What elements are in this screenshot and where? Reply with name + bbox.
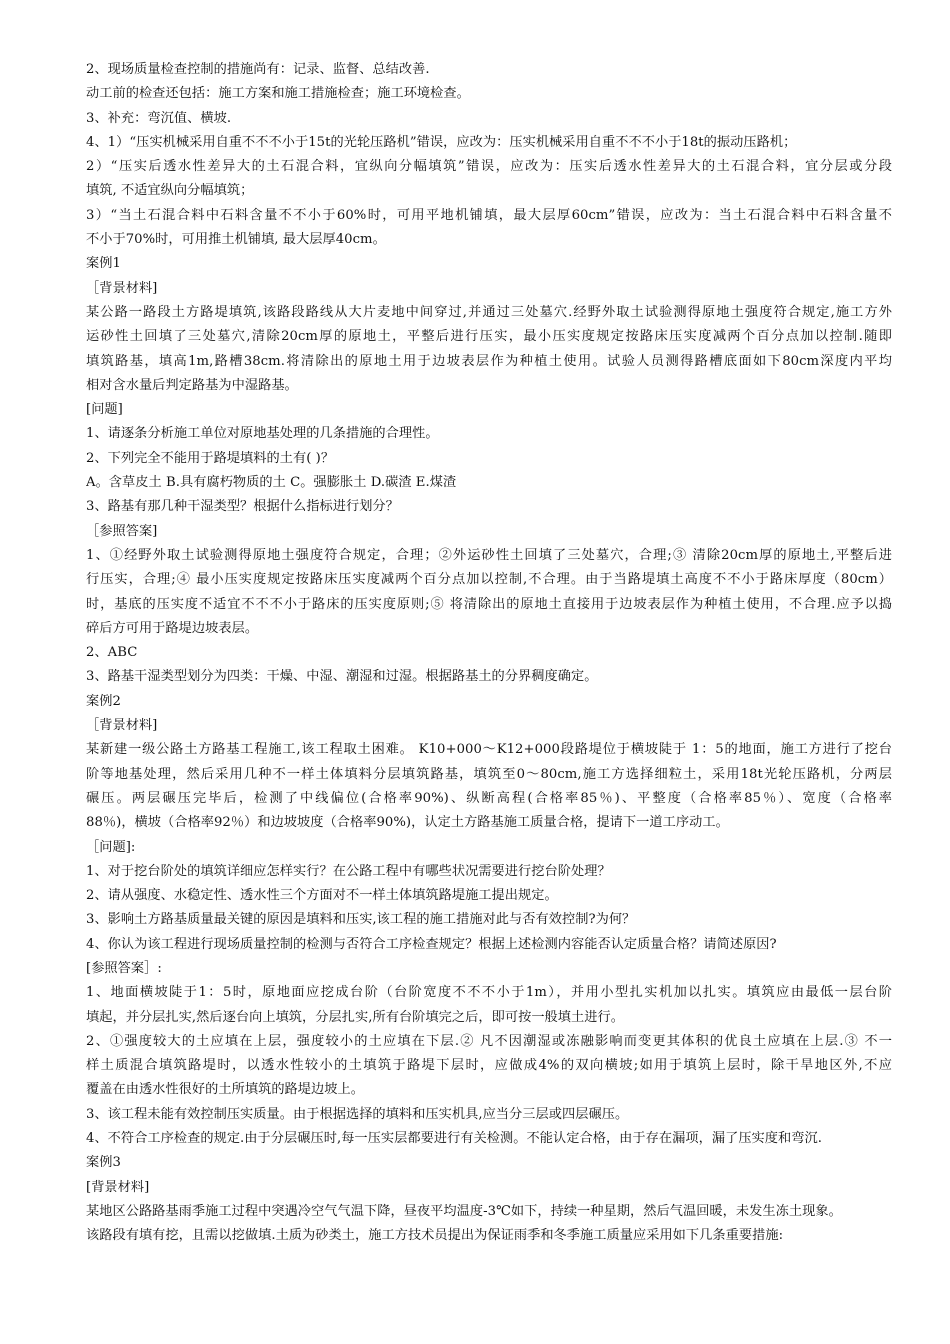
answer-line: 4、不符合工序检查的规定.由于分层碾压时,每一压实层都要进行有关检测。不能认定合格，由于存在漏项，漏了压实度和弯沉. xyxy=(86,1131,822,1147)
question-line: 3、路基有那几种干湿类型？根据什么指标进行划分？ xyxy=(86,499,399,515)
text-line: 运砂性土回填了三处墓穴,清除20cm厚的原地土，平整后进行压实，最小压实度规定按路床压实度减两个百分点加以控制.随即 xyxy=(86,329,892,345)
answer-line: 1、①经野外取土试验测得原地土强度符合规定，合理；②外运砂性土回填了三处墓穴，合理;③ 清除20cm厚的原地土,平整后进 xyxy=(86,547,892,563)
text-line: 某公路一路段土方路堤填筑,该路段路线从大片麦地中间穿过,并通过三处墓穴.经野外取土试验测得原地土强度符合规定,施工方外 xyxy=(86,304,892,320)
answer-line: 3、路基干湿类型划分为四类：干燥、中湿、潮湿和过湿。根据路基土的分界稠度确定。 xyxy=(86,669,598,685)
answer-line: 行压实，合理;④ 最小压实度规定按路床压实度减两个百分点加以控制,不合理。由于当路堤填土高度不不小于路床厚度（80cm） xyxy=(86,572,892,588)
answer-line: 时，基底的压实度不适宜不不不小于路床的压实度原则;⑤ 将清除出的原地土直接用于边坡表层作为种植土使用，不合理.应予以捣 xyxy=(86,596,892,612)
question-line: 1、请逐条分析施工单位对原地基处理的几条措施的合理性。 xyxy=(86,426,439,442)
answer-line: 覆盖在由透水性很好的土所填筑的路堤边坡上。 xyxy=(86,1082,364,1098)
question-line: 2、请从强度、水稳定性、透水性三个方面对不一样土体填筑路堤施工提出规定。 xyxy=(86,888,558,904)
answer-line: 1、地面横坡陡于1：5时，原地面应挖成台阶（台阶宽度不不不小于1m），并用小型扎实机加以扎实。填筑应由最低一层台阶 xyxy=(86,985,892,1001)
text-line: 该路段有填有挖，且需以挖做填.土质为砂类土，施工方技术员提出为保证雨季和冬季施工质量应采用如下几条重要措施: xyxy=(86,1228,784,1244)
question-line: 4、你认为该工程进行现场质量控制的检测与否符合工序检查规定？根据上述检测内容能否认定质量合格？请简述原因? xyxy=(86,936,777,952)
answer-line: 样土质混合填筑路堤时，以透水性较小的土填筑于路堤下层时，应做成4%的双向横坡;如用于填筑上层时，除干旱地区外,不应 xyxy=(86,1058,892,1074)
answer-line: 2、ABC xyxy=(86,645,138,661)
text-line: 3、补充：弯沉值、横坡. xyxy=(86,110,232,126)
options-line: A。含草皮土 B.具有腐朽物质的土 C。强膨胀土 D.碳渣 E.煤渣 xyxy=(86,475,457,491)
text-line: 阶等地基处理，然后采用几种不一样土体填料分层填筑路基，填筑至0～80cm,施工方选择细粒土，采用18t光轮压路机，分两层 xyxy=(86,766,892,782)
section-label: [背景材料] xyxy=(86,1179,150,1195)
text-line: 相对含水量后判定路基为中湿路基。 xyxy=(86,377,298,393)
text-line: 2）“压实后透水性差异大的土石混合料，宜纵向分幅填筑”错误，应改为：压实后透水性差异大的土石混合料，宜分层或分段 xyxy=(86,159,892,175)
answer-line: 2、①强度较大的土应填在上层，强度较小的土应填在下层.② 凡不因潮湿或冻融影响而变更其体积的优良土应填在上层.③ 不一 xyxy=(86,1033,892,1049)
text-line: 动工前的检查还包括：施工方案和施工措施检查；施工环境检查。 xyxy=(86,86,470,102)
text-line: 碾压。两层碾压完毕后，检测了中线偏位(合格率90%)、纵断高程(合格率85％)、平整度（合格率85％）、宽度（合格率 xyxy=(86,790,892,806)
section-label: [参照答案］: xyxy=(86,960,162,976)
text-line: 填筑, 不适宜纵向分幅填筑； xyxy=(86,183,254,199)
question-line: 2、下列完全不能用于路堤填料的土有( )？ xyxy=(86,450,335,466)
answer-line: 碎后方可用于路堤边坡表层。 xyxy=(86,620,259,636)
text-line: 填筑路基，填高1m,路槽38cm.将清除出的原地土用于边坡表层作为种植土使用。试验人员测得路槽底面如下80cm深度内平均 xyxy=(86,353,892,369)
case-heading: 案例2 xyxy=(86,693,121,709)
question-line: 3、影响土方路基质量最关键的原因是填料和压实,该工程的施工措施对此与否有效控制?为何？ xyxy=(86,912,636,928)
section-label: ［背景材料] xyxy=(86,718,158,734)
section-label: ［参照答案] xyxy=(86,523,158,539)
text-line: 4、1）“压实机械采用自重不不不小于15t的光轮压路机”错误，应改为：压实机械采用自重不不不小于18t的振动压路机； xyxy=(86,134,797,150)
section-label: [问题] xyxy=(86,402,123,418)
text-line: 不小于70%时，可用推土机铺填, 最大层厚40cm。 xyxy=(86,232,386,248)
text-line: 某地区公路路基雨季施工过程中突遇冷空气气温下降，昼夜平均温度-3℃如下，持续一种星期，然后气温回暖，未发生冻土现象。 xyxy=(86,1203,842,1219)
answer-line: 填起，并分层扎实,然后逐台向上填筑，分层扎实,所有台阶填完之后，即可按一般填土进行。 xyxy=(86,1009,624,1025)
question-line: 1、对于挖台阶处的填筑详细应怎样实行？在公路工程中有哪些状况需要进行挖台阶处理？ xyxy=(86,863,611,879)
text-line: 3）“当土石混合料中石料含量不不小于60%时，可用平地机铺填，最大层厚60cm”错误，应改为：当土石混合料中石料含量不 xyxy=(86,207,892,223)
case-heading: 案例3 xyxy=(86,1155,121,1171)
section-label: ［问题]: xyxy=(86,839,136,855)
text-line: 某新建一级公路土方路基工程施工,该工程取土困难。 K10+000～K12+000段路堤位于横坡陡于 1：5的地面，施工方进行了挖台 xyxy=(86,742,892,758)
case-heading: 案例1 xyxy=(86,256,121,272)
section-label: ［背景材料] xyxy=(86,280,158,296)
text-line: 88％)，横坡（合格率92％）和边坡坡度（合格率90%)，认定土方路基施工质量合格，提请下一道工序动工。 xyxy=(86,815,729,831)
answer-line: 3、该工程未能有效控制压实质量。由于根据选择的填料和压实机具,应当分三层或四层碾压。 xyxy=(86,1106,629,1122)
text-line: 2、现场质量检查控制的措施尚有：记录、监督、总结改善. xyxy=(86,62,430,77)
